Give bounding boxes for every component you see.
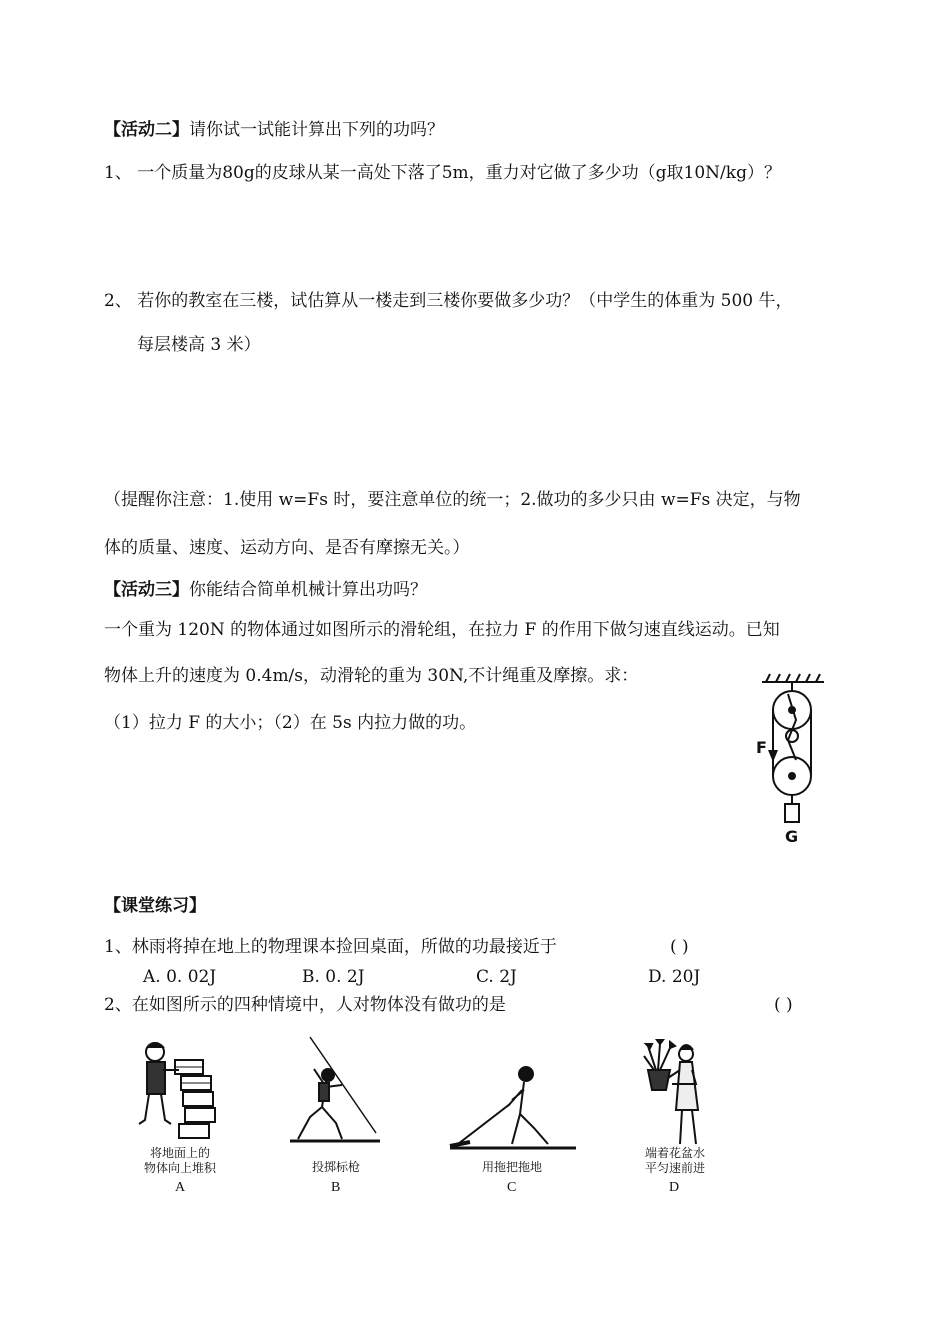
force-label: F: [756, 738, 767, 757]
reminder-line1: （提醒你注意：1.使用 w=Fs 时，要注意单位的统一；2.做功的多少只由 w=Fs 决定，与物: [104, 490, 801, 510]
caption-c: [462, 1160, 562, 1175]
mop-icon: [458, 1104, 510, 1144]
label-b: B: [331, 1180, 341, 1195]
plant-icon: [644, 1044, 670, 1070]
label-a: A: [175, 1180, 186, 1195]
weight-label: G: [785, 827, 799, 846]
caption-d: [625, 1146, 725, 1176]
activity3-problem-line3: （1）拉力 F 的大小；（2）在 5s 内拉力做的功。: [104, 713, 477, 733]
activity3-line: [104, 580, 427, 600]
pulley-figure: [748, 670, 858, 850]
activity3-heading: 【活动三】: [104, 580, 189, 600]
option-b: B. 0. 2J: [302, 967, 365, 987]
practice-question-1: 1、林雨将掉在地上的物理课本捡回桌面，所做的功最接近于: [104, 937, 557, 957]
activity3-problem-line2: 物体上升的速度为 0.4m/s，动滑轮的重为 30N,不计绳重及摩擦。求：: [104, 666, 639, 686]
flower-pot-illustration: [640, 1040, 730, 1150]
weight-block-icon: [785, 804, 799, 822]
person-head-icon: [519, 1067, 533, 1081]
caption-d-line2: 平匀速前进: [644, 1161, 705, 1175]
activity2-heading: 【活动二】: [104, 120, 189, 140]
reminder-line2: 体的质量、速度、运动方向、是否有摩擦无关。）: [104, 538, 470, 558]
activity2-line: [104, 120, 444, 140]
activity2-question-2-line1: 2、 若你的教室在三楼，试估算从一楼走到三楼你要做多少功？（中学生的体重为 500 牛，: [104, 291, 793, 311]
caption-b-line1: 投掷标枪: [311, 1160, 360, 1174]
mopping-illustration: [450, 1040, 580, 1150]
caption-a-line2: 物体向上堆积: [143, 1161, 216, 1175]
practice-question-1-bracket: ( ): [670, 937, 689, 957]
athlete-head-icon: [322, 1069, 334, 1081]
activity3-problem-line1: 一个重为 120N 的物体通过如图所示的滑轮组，在拉力 F 的作用下做匀速直线运动。已知: [104, 620, 780, 640]
practice-question-2-bracket: ( ): [774, 995, 793, 1015]
caption-c-line1: 用拖把拖地: [481, 1160, 542, 1174]
rope-middle: [788, 694, 796, 760]
option-c: C. 2J: [476, 967, 517, 987]
practice-heading: 【课堂练习】: [104, 896, 206, 916]
caption-a-line1: 将地面上的: [149, 1146, 210, 1160]
flower-pot-icon: [648, 1070, 670, 1090]
stacking-boxes-illustration: [135, 1040, 235, 1150]
label-d: D: [669, 1180, 680, 1195]
caption-d-line1: 端着花盆水: [644, 1146, 705, 1160]
javelin-throw-illustration: [290, 1035, 390, 1145]
activity2-question-1: 1、 一个质量为80g的皮球从某一高处下落了5m，重力对它做了多少功（g取10N/kg）？: [104, 163, 781, 183]
option-a: A. 0. 02J: [143, 967, 217, 987]
force-arrow-icon: [768, 722, 778, 762]
caption-b: [286, 1160, 386, 1175]
activity2-intro: 请你试一试能计算出下列的功吗？: [189, 120, 444, 140]
caption-a: [130, 1146, 230, 1176]
label-c: C: [507, 1180, 517, 1195]
activity3-intro: 你能结合简单机械计算出功吗？: [189, 580, 427, 600]
ceiling-icon: [762, 674, 824, 682]
activity2-question-2-line2: 每层楼高 3 米）: [137, 335, 261, 355]
option-d: D. 20J: [648, 967, 701, 987]
practice-question-2: 2、在如图所示的四种情境中，人对物体没有做功的是: [104, 995, 506, 1015]
